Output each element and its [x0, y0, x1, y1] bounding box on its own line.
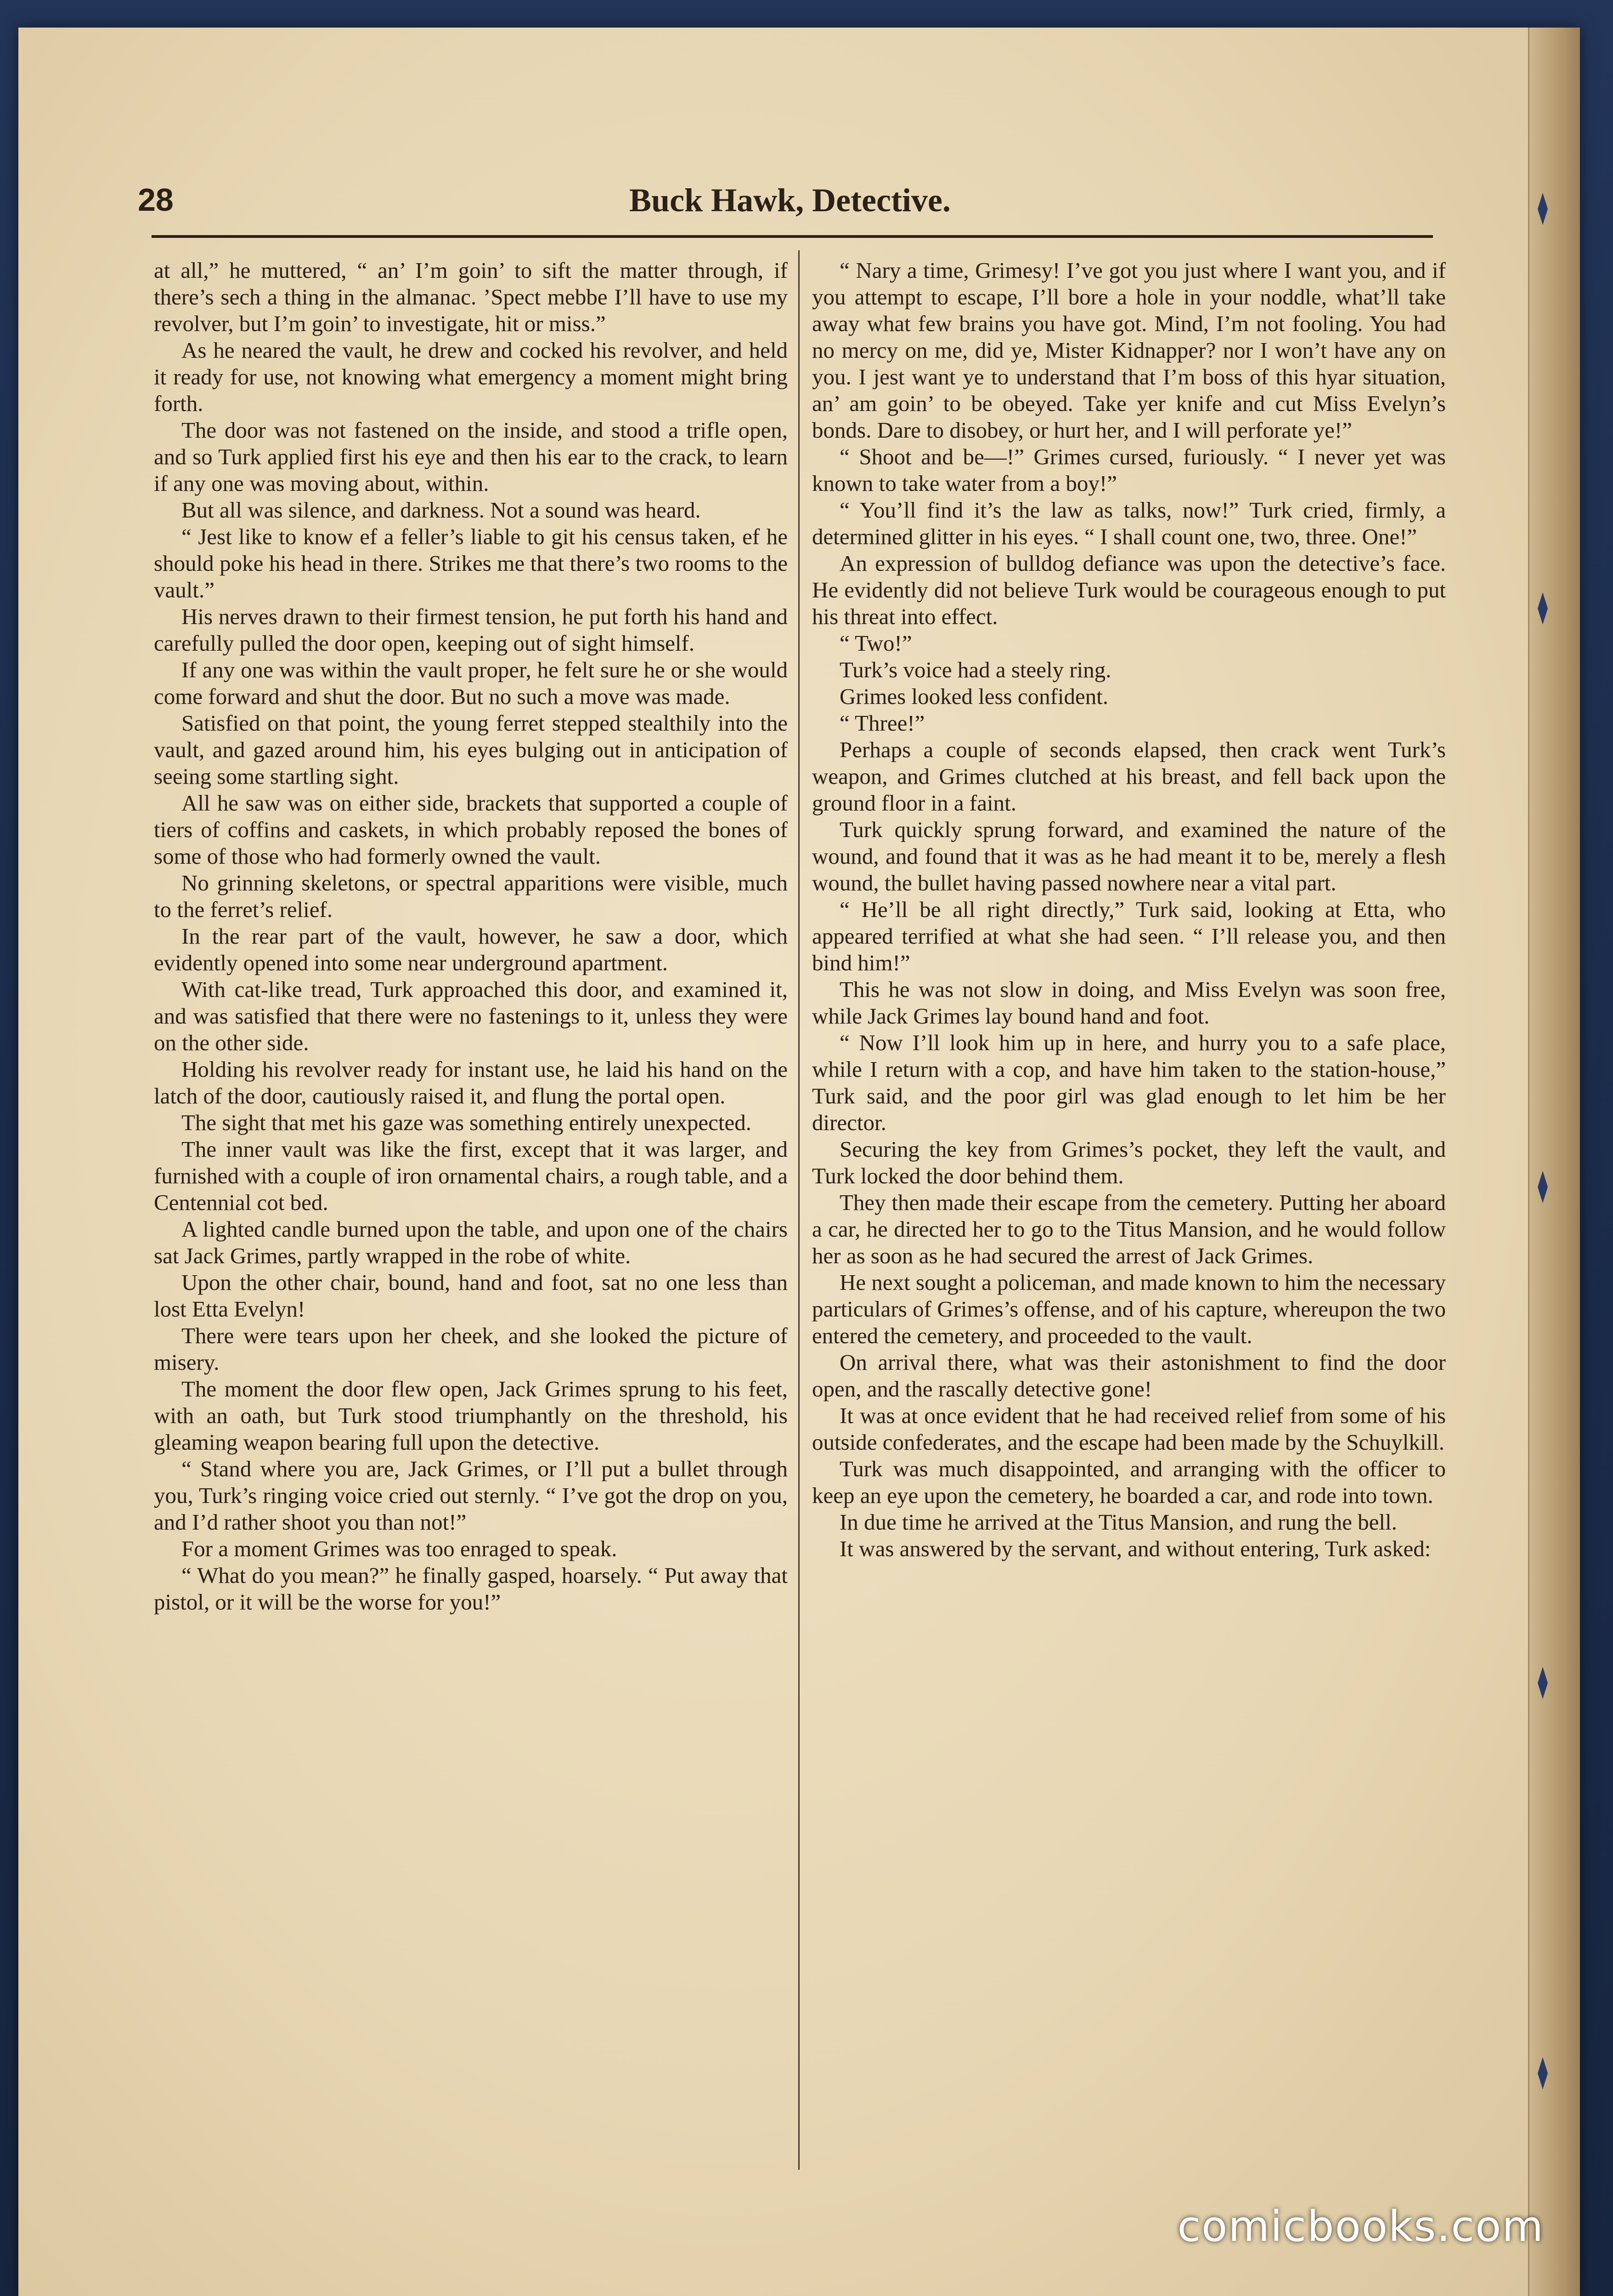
- paragraph: As he neared the vault, he drew and cocked his revolver, and held it ready for use, not knowing what emergency a moment might bring forth.: [154, 338, 788, 416]
- paragraph: “ Three!”: [840, 710, 925, 736]
- binding-stitch: [1538, 1171, 1548, 1203]
- paragraph: In the rear part of the vault, however, he saw a door, which evidently opened into some near underground apartment.: [154, 923, 788, 975]
- paragraph: Satisfied on that point, the young ferret stepped stealthily into the vault, and gazed around him, his eyes bulging out in anticipation of seeing some startling sight.: [154, 710, 788, 789]
- paragraph: On arrival there, what was their astonishment to find the door open, and the rascally detective gone!: [812, 1350, 1446, 1401]
- paragraph: If any one was within the vault proper, he felt sure he or she would come forward and shut the door. But no such a move was made.: [154, 657, 788, 709]
- page-number: 28: [138, 182, 174, 218]
- paragraph: They then made their escape from the cemetery. Putting her aboard a car, he directed her to go to the Titus Mansion, and he would follow her as soon as he had secured the arrest of Jack Grimes.: [812, 1190, 1446, 1268]
- paragraph: Turk quickly sprung forward, and examined the nature of the wound, and found that it was as he had meant it to be, merely a flesh wound, the bullet having passed nowhere near a vital part.: [812, 817, 1446, 895]
- right-column: [812, 257, 1446, 2163]
- paragraph: “ Two!”: [840, 630, 912, 656]
- paragraph: “ He’ll be all right directly,” Turk said, looking at Etta, who appeared terrified at what she had seen. “ I’ll release you, and then bind him!”: [812, 897, 1446, 975]
- site-watermark: comicbooks.com: [1177, 2202, 1544, 2251]
- paragraph: This he was not slow in doing, and Miss Evelyn was soon free, while Jack Grimes lay bound hand and foot.: [812, 977, 1446, 1029]
- paragraph: He next sought a policeman, and made known to him the necessary particulars of Grimes’s offense, and of his capture, whereupon the two entered the cemetery, and proceeded to the vault.: [812, 1270, 1446, 1348]
- paragraph: Perhaps a couple of seconds elapsed, then crack went Turk’s weapon, and Grimes clutched at his breast, and fell back upon the ground floor in a faint.: [812, 737, 1446, 816]
- paragraph: The moment the door flew open, Jack Grimes sprung to his feet, with an oath, but Turk stood triumphantly on the threshold, his gleaming weapon bearing full upon the detective.: [154, 1376, 788, 1455]
- binding-stitch: [1538, 2057, 1548, 2089]
- paragraph: Grimes looked less confident.: [840, 684, 1109, 709]
- paragraph: Holding his revolver ready for instant use, he laid his hand on the latch of the door, cautiously raised it, and flung the portal open.: [154, 1057, 788, 1109]
- paragraph: A lighted candle burned upon the table, and upon one of the chairs sat Jack Grimes, partly wrapped in the robe of white.: [154, 1216, 788, 1268]
- paragraph: It was answered by the servant, and without entering, Turk asked:: [840, 1536, 1431, 1561]
- page-binding: [1528, 28, 1580, 2296]
- paragraph: “ What do you mean?” he finally gasped, hoarsely. “ Put away that pistol, or it will be the worse for you!”: [154, 1563, 788, 1615]
- paragraph: The door was not fastened on the inside, and stood a trifle open, and so Turk applied first his eye and then his ear to the crack, to learn if any one was moving about, within.: [154, 417, 788, 496]
- binding-stitch: [1538, 193, 1548, 225]
- left-column: [154, 257, 788, 2163]
- paragraph: Turk’s voice had a steely ring.: [840, 657, 1111, 682]
- paragraph: “ Shoot and be—!” Grimes cursed, furiously. “ I never yet was known to take water from a boy!”: [812, 444, 1446, 496]
- paragraph: All he saw was on either side, brackets that supported a couple of tiers of coffins and caskets, in which probably reposed the bones of some of those who had formerly owned the vault.: [154, 790, 788, 869]
- paragraph: His nerves drawn to their firmest tension, he put forth his hand and carefully pulled the door open, keeping out of sight himself.: [154, 604, 788, 656]
- paragraph: Turk was much disappointed, and arranging with the officer to keep an eye upon the cemetery, he boarded a car, and rode into town.: [812, 1456, 1446, 1508]
- paragraph: The inner vault was like the first, except that it was larger, and furnished with a couple of iron ornamental chairs, a rough table, and a Centennial cot bed.: [154, 1137, 788, 1215]
- paragraph: In due time he arrived at the Titus Mansion, and rung the bell.: [840, 1509, 1397, 1535]
- column-divider: [798, 250, 800, 2170]
- binding-stitch: [1538, 1667, 1548, 1699]
- paragraph: For a moment Grimes was too enraged to speak.: [181, 1536, 617, 1561]
- paragraph: There were tears upon her cheek, and she looked the picture of misery.: [154, 1323, 788, 1375]
- paragraph: No grinning skeletons, or spectral apparitions were visible, much to the ferret’s relief.: [154, 870, 788, 922]
- paragraph: “ You’ll find it’s the law as talks, now!” Turk cried, firmly, a determined glitter in his eyes. “ I shall count one, two, three. One!”: [812, 497, 1446, 549]
- paragraph: It was at once evident that he had received relief from some of his outside confederates, and the escape had been made by the Schuylkill.: [812, 1403, 1446, 1455]
- paragraph: at all,” he muttered, “ an’ I’m goin’ to sift the matter through, if there’s sech a thing in the almanac. ’Spect mebbe I’ll have to use my revolver, but I’m goin’ to investigate, hit or miss.”: [154, 258, 788, 336]
- running-title: Buck Hawk, Detective.: [629, 182, 951, 219]
- paragraph: But all was silence, and darkness. Not a sound was heard.: [181, 497, 701, 523]
- paragraph: “ Jest like to know ef a feller’s liable to git his census taken, ef he should poke his head in there. Strikes me that there’s two rooms to the vault.”: [154, 524, 788, 602]
- paragraph: “ Nary a time, Grimesy! I’ve got you just where I want you, and if you attempt to escape, I’ll bore a hole in your noddle, what’ll take away what few brains you have got. Mind, I’m not fooling. You had no mercy on me, did ye, Mister Kidnapper? nor I won’t have any on you. I jest want ye to understand that I’m boss of this hyar situation, an’ am goin’ to be obeyed. Take yer knife and cut Miss Evelyn’s bonds. Dare to disobey, or hurt her, and I will perforate ye!”: [812, 258, 1446, 443]
- paragraph: “ Now I’ll look him up in here, and hurry you to a safe place, while I return with a cop, and have him taken to the station-house,” Turk said, and the poor girl was glad enough to let him be her director.: [812, 1030, 1446, 1135]
- page-header: [138, 181, 1442, 236]
- paragraph: Securing the key from Grimes’s pocket, they left the vault, and Turk locked the door behind them.: [812, 1137, 1446, 1188]
- paragraph: With cat-like tread, Turk approached this door, and examined it, and was satisfied that there were no fastenings to it, unless they were on the other side.: [154, 977, 788, 1055]
- paragraph: An expression of bulldog defiance was upon the detective’s face. He evidently did not believe Turk would be courageous enough to put his threat into effect.: [812, 551, 1446, 629]
- header-rule: [152, 235, 1433, 238]
- paragraph: The sight that met his gaze was something entirely unexpected.: [181, 1110, 751, 1135]
- paragraph: Upon the other chair, bound, hand and foot, sat no one less than lost Etta Evelyn!: [154, 1270, 788, 1322]
- binding-stitch: [1538, 592, 1548, 625]
- paragraph: “ Stand where you are, Jack Grimes, or I’ll put a bullet through you, Turk’s ringing voice cried out sternly. “ I’ve got the drop on you, and I’d rather shoot you than not!”: [154, 1456, 788, 1535]
